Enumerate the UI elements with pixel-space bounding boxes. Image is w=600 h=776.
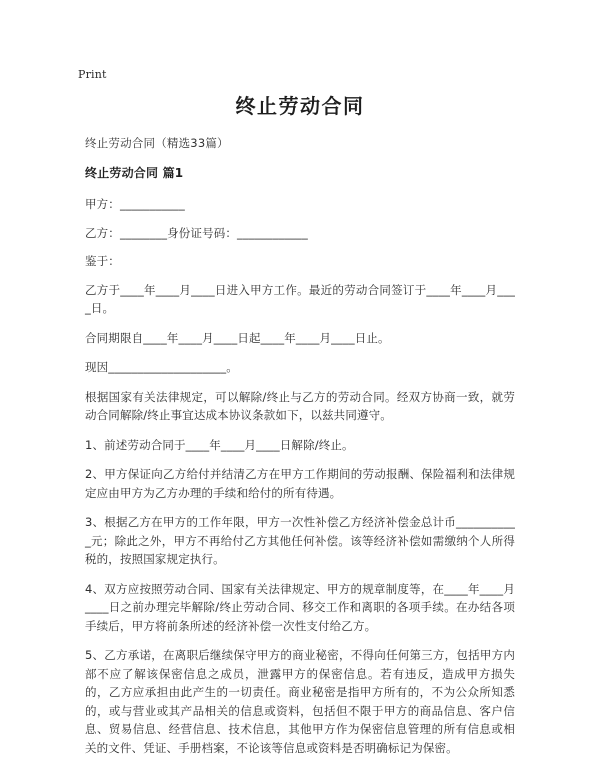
- document-body: [85, 92, 515, 757]
- paragraph-contract-term: 合同期限自____年____月____日起____年____月____日止。: [85, 330, 390, 345]
- paragraph-preamble: 根据国家有关法律规定，可以解除/终止与乙方的劳动合同。经双方协商一致，就劳动合同解除/终止事宜达成本协议条款如下，以兹共同遵守。: [85, 389, 515, 422]
- paragraph-party-a: 甲方：___________: [85, 197, 185, 211]
- paragraph-clause-5: 5、乙方承诺，在离职后继续保守甲方的商业秘密，不得向任何第三方，包括甲方内部不应了解该保密信息之成员，泄露甲方的保密信息。若有违反，造成甲方损失的，乙方应承担由此产生的一切责任。商业秘密是指甲方所有的，不为公众所知悉的，或与营业或其产品相关的信息或资料，包括但不限于甲方的商品信息、客户信息、贸易信息、经营信息、技术信息，其他甲方作为保密信息管理的所有信息或相关的文件、凭证、手册档案，不论该等信息或资料是否明确标记为保密。: [85, 648, 515, 755]
- paragraph-clause-2: 2、甲方保证向乙方给付并结清乙方在甲方工作期间的劳动报酬、保险福利和法律规定应由甲方为乙方办理的手续和给付的所有待遇。: [85, 467, 515, 500]
- paragraph-whereas: 鉴于：: [85, 254, 120, 268]
- paragraph-party-b: 乙方：________身份证号码：____________: [85, 225, 308, 240]
- page-title: 终止劳动合同: [235, 94, 365, 118]
- paragraph-clause-3: 3、根据乙方在甲方的工作年限，甲方一次性补偿乙方经济补偿金总计币___________元；除此之外，甲方不再给付乙方其他任何补偿。该等经济补偿如需缴纳个人所得税的，按照国家规定执行。: [85, 515, 515, 566]
- paragraph-reason: 现因____________________。: [85, 360, 238, 374]
- paragraph-clause-4: 4、双方应按照劳动合同、国家有关法律规定、甲方的规章制度等，在____年____月____日之前办理完毕解除/终止劳动合同、移交工作和离职的各项手续。在办结各项手续后，甲方将前条所述的经济补偿一次性支付给乙方。: [85, 581, 515, 633]
- print-button[interactable]: Print: [78, 68, 107, 81]
- document-subtitle: 终止劳动合同（精选33篇）: [85, 136, 229, 150]
- paragraph-employment-start: 乙方于____年____月____日进入甲方工作。最近的劳动合同签订于____年____月____日。: [85, 282, 515, 315]
- paragraph-clause-1: 1、前述劳动合同于____年____月____日解除/终止。: [85, 437, 354, 452]
- section-heading: 终止劳动合同 篇1: [85, 166, 184, 180]
